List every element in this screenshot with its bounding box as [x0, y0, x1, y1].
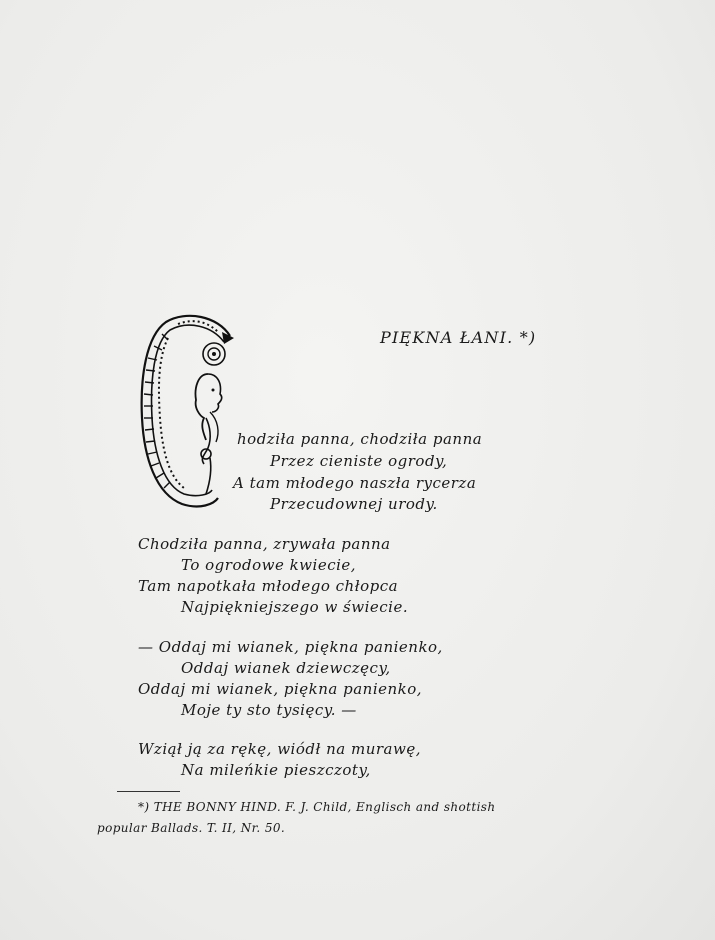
stanza2-line1: Chodziła panna, zrywała panna — [138, 535, 391, 553]
stanza1-line1: hodziła panna, chodziła panna — [237, 430, 483, 448]
stanza2-line4: Najpiękniejszego w świecie. — [181, 598, 409, 616]
footnote-line1: *) THE BONNY HIND. F. J. Child, Englisch and shottish — [138, 800, 496, 814]
stanza3-line4: Moje ty sto tysięcy. — — [181, 701, 357, 719]
stanza3-line1: — Oddaj mi wianek, piękna panienko, — [138, 638, 443, 656]
stanza1-line3: A tam młodego naszła rycerza — [233, 474, 477, 492]
footnote-divider — [117, 791, 180, 792]
footnote-line2: popular Ballads. T. II, Nr. 50. — [97, 821, 286, 835]
stanza1-line4: Przecudownej urody. — [270, 495, 438, 513]
stanza4-line2: Na mileńkie pieszczoty, — [181, 761, 371, 779]
stanza3-line3: Oddaj mi wianek, piękna panienko, — [138, 680, 423, 698]
stanza1-line2: Przez cieniste ogrody, — [270, 452, 448, 470]
decorated-initial-c-icon — [138, 308, 236, 508]
stanza2-line3: Tam napotkała młodego chłopca — [138, 577, 399, 595]
stanza3-line2: Oddaj wianek dziewczęcy, — [181, 659, 391, 677]
stanza4-line1: Wziął ją za rękę, wiódł na murawę, — [138, 740, 421, 758]
poem-title: PIĘKNA ŁANI. *) — [380, 328, 537, 347]
stanza2-line2: To ogrodowe kwiecie, — [181, 556, 357, 574]
